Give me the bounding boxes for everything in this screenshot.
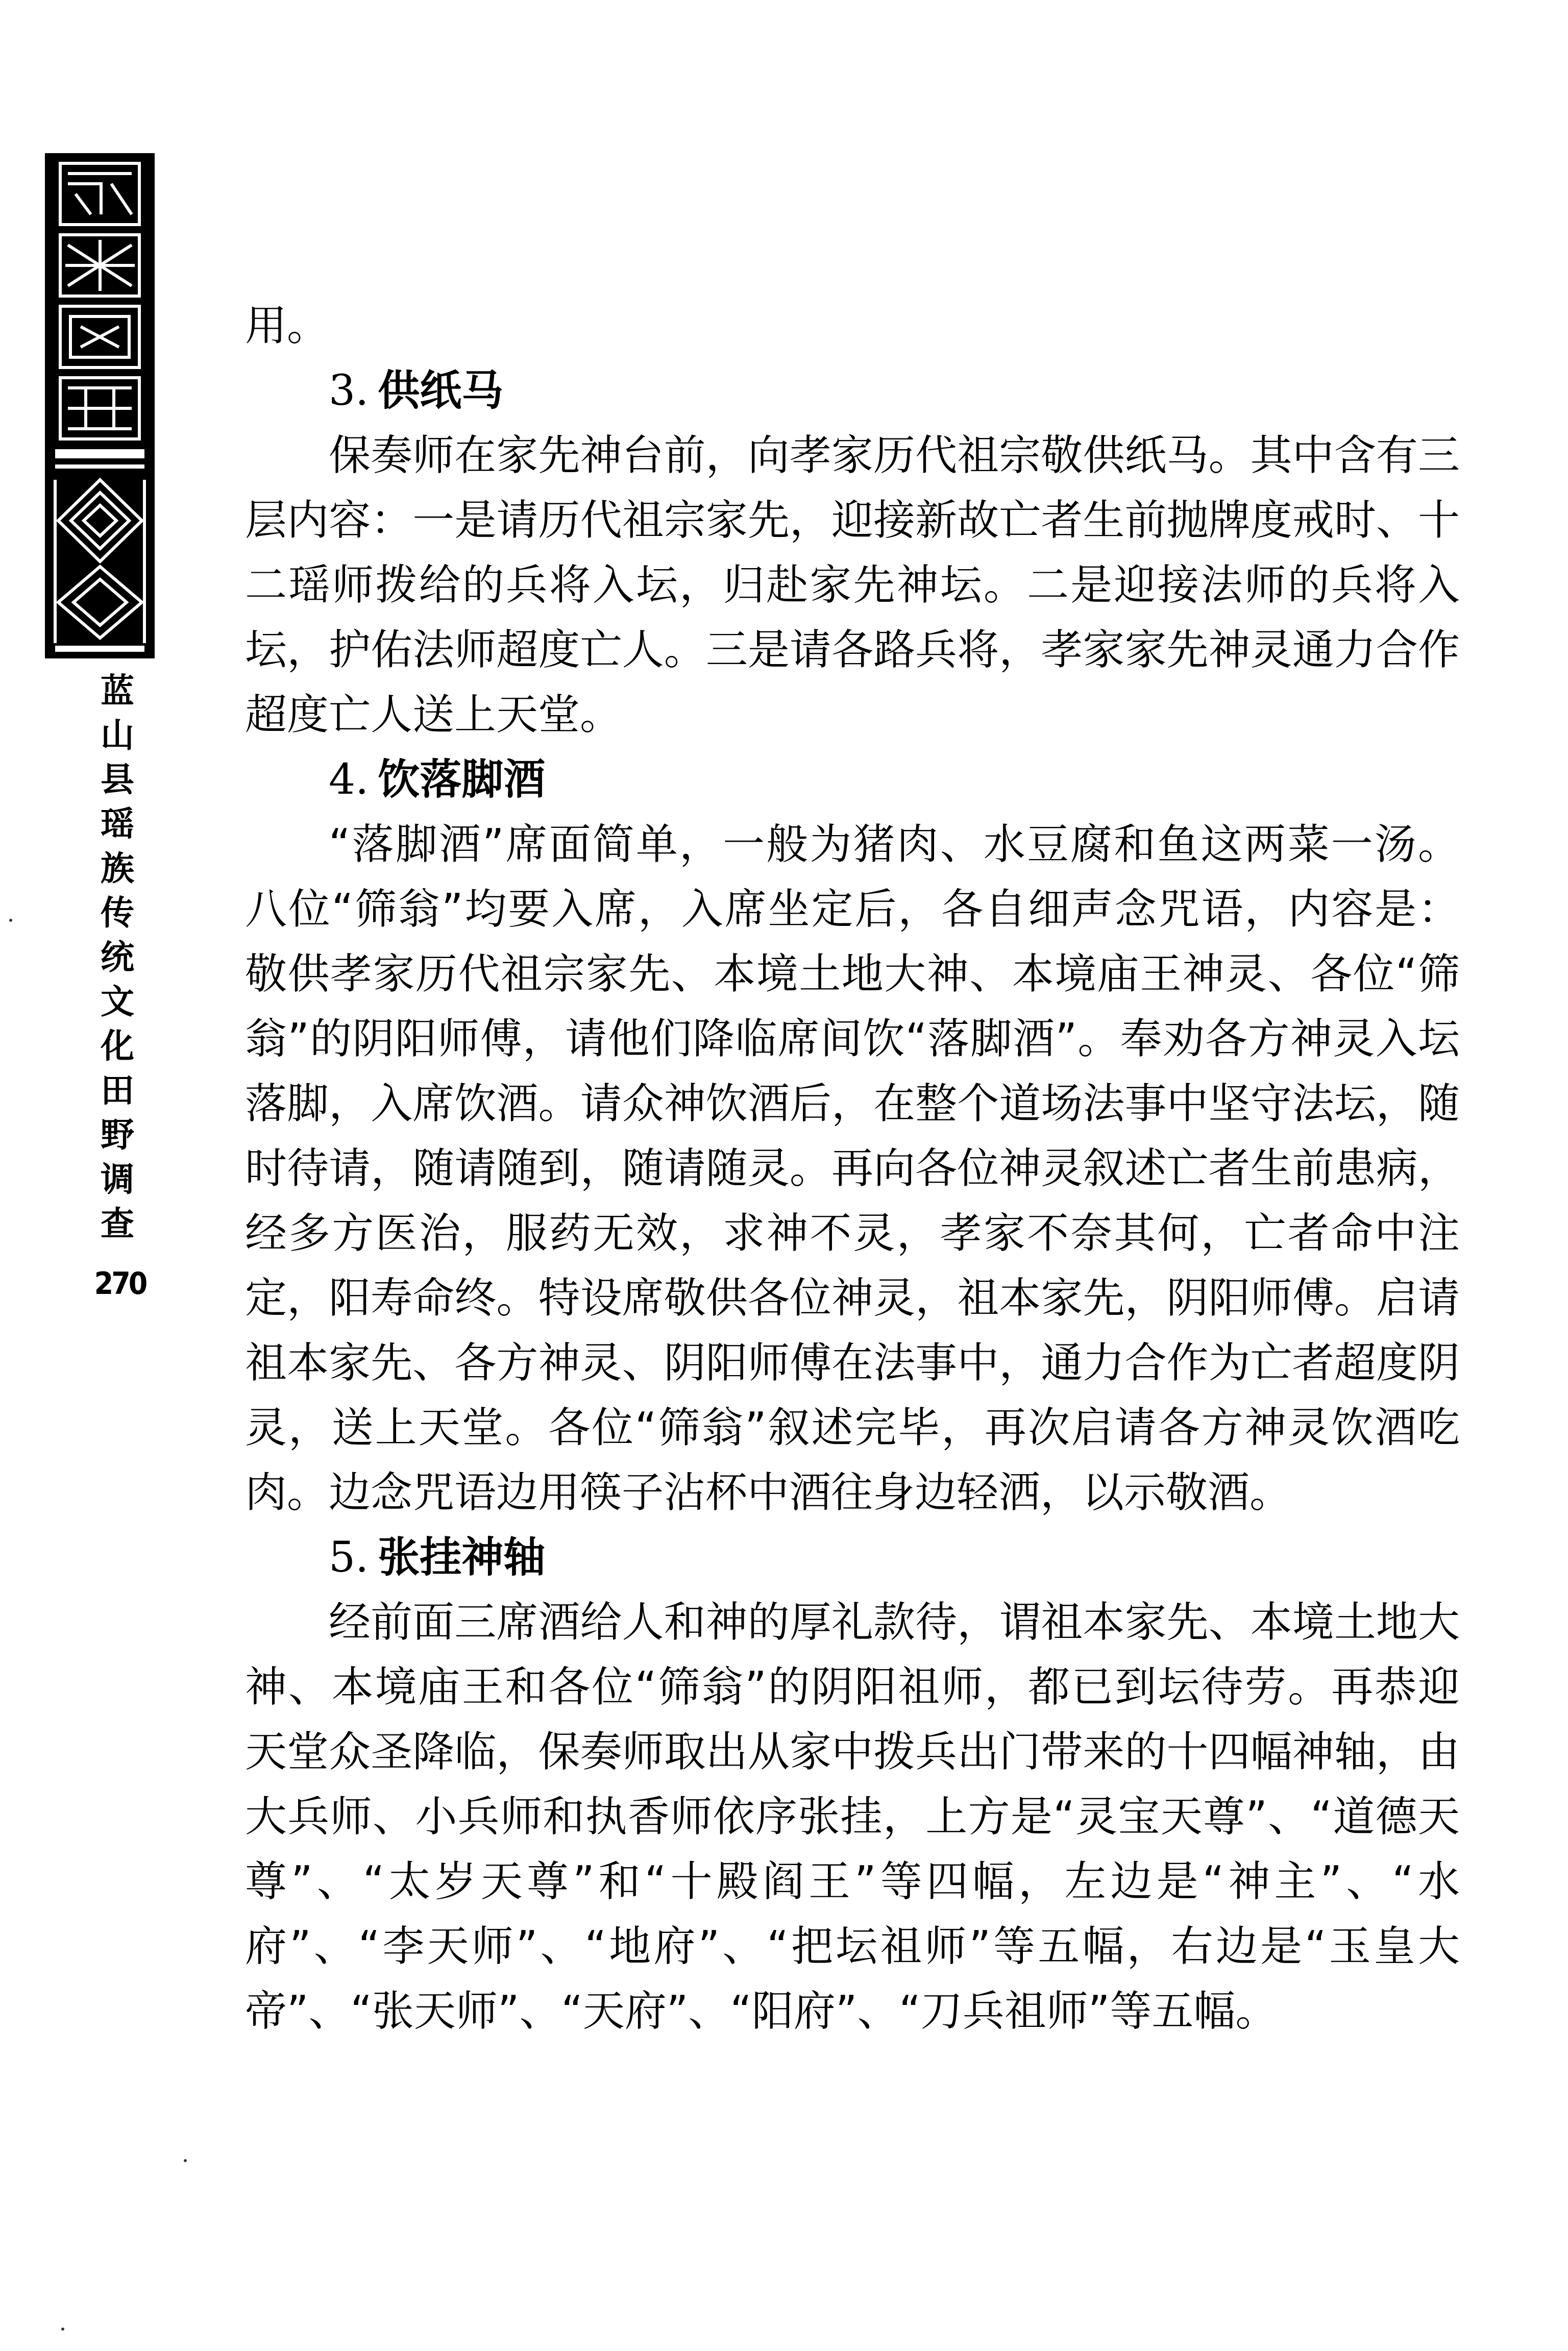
section-number: 5. — [329, 1533, 369, 1582]
decorative-banner — [45, 153, 155, 658]
paragraph: 经前面三席酒给人和神的厚礼款待，谓祖本家先、本境土地大神、本境庙王和各位“筛翁”的阴阳祖师，都已到坛待劳。再恭迎天堂众圣降临，保奏师取出从家中拨兵出门带来的十四幅神轴，由大兵师、小兵师和执香师依序张挂，上方是“灵宝天尊”、“道德天尊”、“太岁天尊”和“十殿阎王”等四幅，左边是“神主”、“水府”、“李天师”、“地府”、“把坛祖师”等五幅，右边是“玉皇大帝”、“张天师”、“天府”、“阳府”、“刀兵祖师”等五幅。 — [245, 1598, 1460, 2036]
section-number: 4. — [329, 755, 369, 804]
section-heading-3 — [245, 358, 1460, 423]
continued-paragraph: 用。 — [245, 302, 329, 350]
section-number: 3. — [329, 366, 369, 415]
paragraph: 保奏师在家先神台前，向孝家历代祖宗敬供纸马。其中含有三层内容：一是请历代祖宗家先，迎接新故亡者生前抛牌度戒时、十二瑶师拨给的兵将入坛，归赴家先神坛。二是迎接法师的兵将入坛，护佑法师超度亡人。三是请各路兵将，孝家家先神灵通力合作超度亡人送上天堂。 — [245, 431, 1460, 739]
scan-speck — [61, 2328, 64, 2331]
page-number: 270 — [94, 1266, 146, 1302]
book-title: 蓝山县瑶族传统文化田野调查 — [101, 671, 134, 1243]
section-heading-4 — [245, 747, 1460, 812]
section-title: 饮落脚酒 — [378, 755, 546, 804]
scan-speck — [9, 919, 12, 922]
section-title: 供纸马 — [378, 366, 504, 415]
section-title: 张挂神轴 — [378, 1533, 546, 1582]
main-text — [245, 293, 1460, 2044]
paragraph: “落脚酒”席面简单，一般为猪肉、水豆腐和鱼这两菜一汤。八位“筛翁”均要入席，入席坐定后，各自细声念咒语，内容是：敬供孝家历代祖宗家先、本境土地大神、本境庙王神灵、各位“筛翁”的阴阳师傅，请他们降临席间饮“落脚酒”。奉劝各方神灵入坛落脚，入席饮酒。请众神饮酒后，在整个道场法事中坚守法坛，随时待请，随请随到，随请随灵。再向各位神灵叙述亡者生前患病，经多方医治，服药无效，求神不灵，孝家不奈其何，亡者命中注定，阳寿命终。特设席敬供各位神灵，祖本家先，阴阳师傅。启请祖本家先、各方神灵、阴阳师傅在法事中，通力合作为亡者超度阴灵，送上天堂。各位“筛翁”叙述完毕，再次启请各方神灵饮酒吃肉。边念咒语边用筷子沾杯中酒往身边轻洒，以示敬酒。 — [245, 820, 1460, 1517]
scan-speck — [184, 2159, 187, 2162]
section-heading-5 — [245, 1525, 1460, 1590]
